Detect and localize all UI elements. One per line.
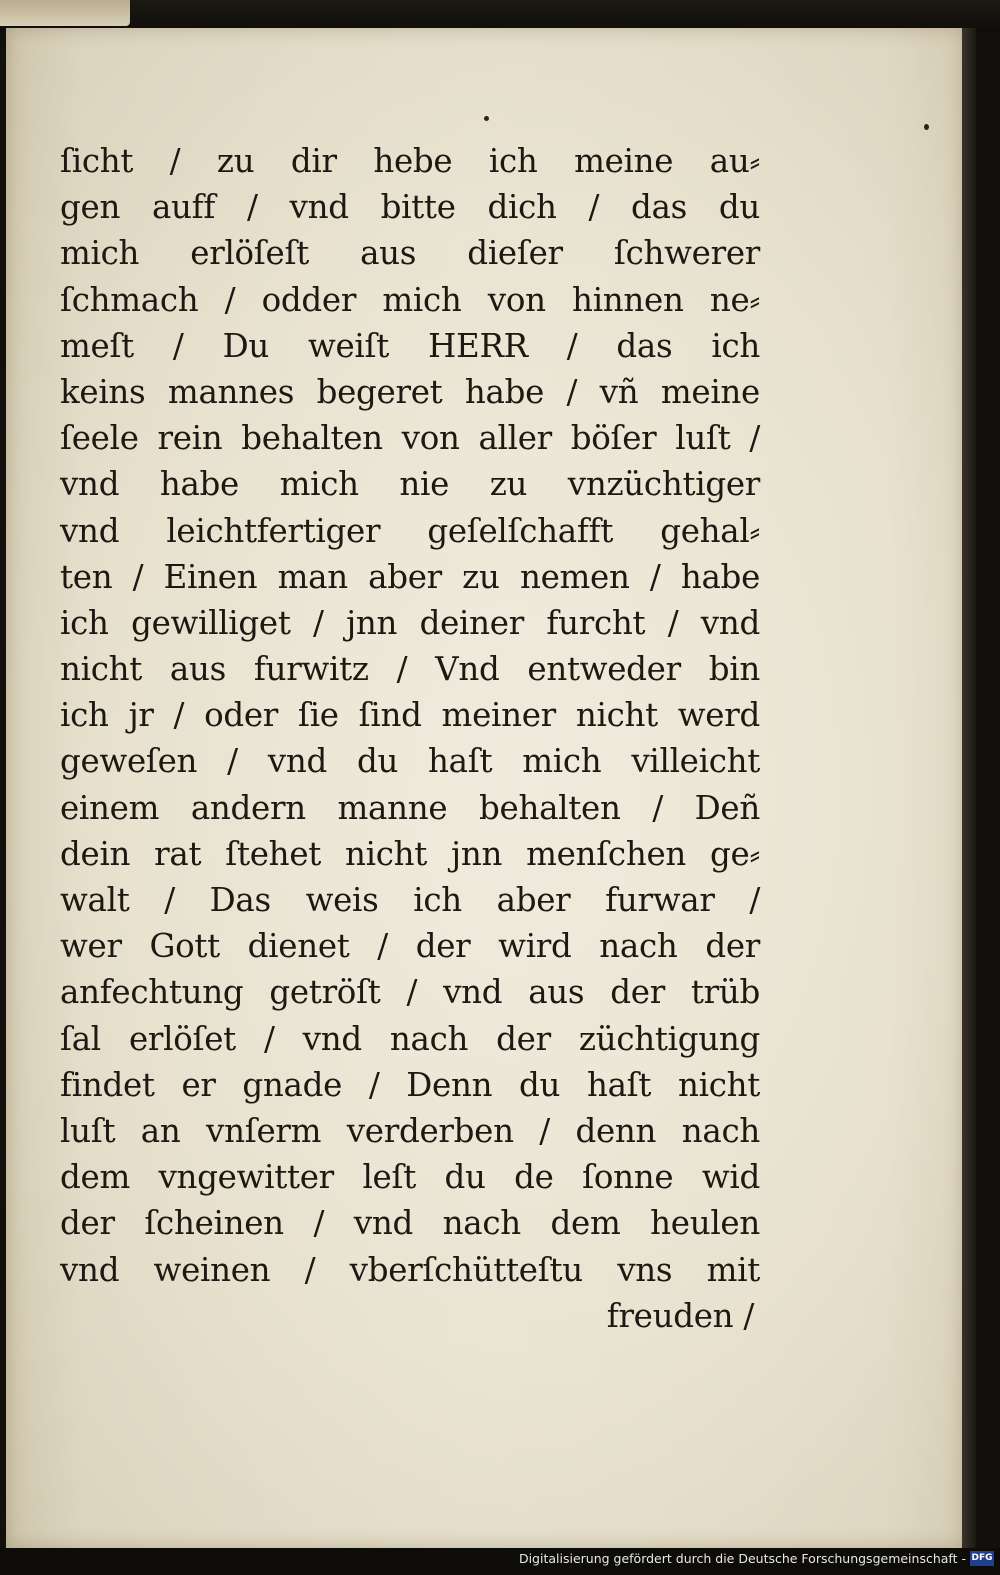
- blackletter-text-block: [60, 138, 760, 1339]
- text-line: der ſcheinen / vnd nach dem heulen: [60, 1204, 760, 1243]
- dfg-logo: DFG: [970, 1551, 994, 1566]
- catchword: freuden /: [606, 1296, 754, 1335]
- text-line: ſchmach / odder mich von hinnen ne⸗: [60, 280, 760, 319]
- paper-speck: [484, 116, 489, 121]
- text-line: ich jr / oder ſie ſind meiner nicht werd: [60, 696, 760, 735]
- text-line: gen auff / vnd bitte dich / das du: [60, 188, 760, 227]
- text-line: walt / Das weis ich aber furwar /: [60, 881, 760, 919]
- text-line: ſicht / zu dir hebe ich meine au⸗: [60, 142, 760, 180]
- text-line: ich gewilliget / jnn deiner furcht / vnd: [60, 603, 760, 642]
- text-line: vnd weinen / vberſchütteſtu vns mit: [60, 1250, 760, 1289]
- text-line: mich erlöſeſt aus dieſer ſchwerer: [60, 234, 760, 273]
- text-line: vnd habe mich nie zu vnzüchtiger: [60, 465, 760, 504]
- text-line: ten / Einen man aber zu nemen / habe: [60, 557, 760, 596]
- text-line: anfechtung getröſt / vnd aus der trüb: [60, 973, 760, 1012]
- digitization-credit: Digitalisierung gefördert durch die Deutsche Forschungsgemeinschaft -: [518, 1551, 966, 1566]
- text-line: keins mannes begeret habe / vñ meine: [60, 372, 760, 411]
- page-shadow-edge: [962, 28, 976, 1548]
- text-line: ſal erlöſet / vnd nach der züchtigung: [60, 1019, 760, 1058]
- adjacent-page-edge: [0, 0, 130, 26]
- text-line: nicht aus furwitz / Vnd entweder bin: [60, 650, 760, 689]
- paper-speck: [924, 124, 929, 130]
- text-line: dein rat ſtehet nicht jnn menſchen ge⸗: [60, 834, 760, 873]
- text-line: geweſen / vnd du haſt mich villeicht: [60, 742, 760, 781]
- text-line: wer Gott dienet / der wird nach der: [60, 927, 760, 966]
- text-line: ſeele rein behalten von aller böſer luſt /: [60, 419, 760, 458]
- text-line: einem andern manne behalten / Deñ: [60, 788, 760, 827]
- text-line: vnd leichtfertiger geſelſchafft gehal⸗: [60, 511, 760, 550]
- text-line: dem vngewitter leſt du de ſonne wid: [60, 1158, 760, 1197]
- text-line: findet er gnade / Denn du haſt nicht: [60, 1065, 760, 1104]
- text-line: meſt / Du weiſt HERR / das ich: [60, 326, 760, 365]
- text-line: luſt an vnſerm verderben / denn nach: [60, 1111, 760, 1150]
